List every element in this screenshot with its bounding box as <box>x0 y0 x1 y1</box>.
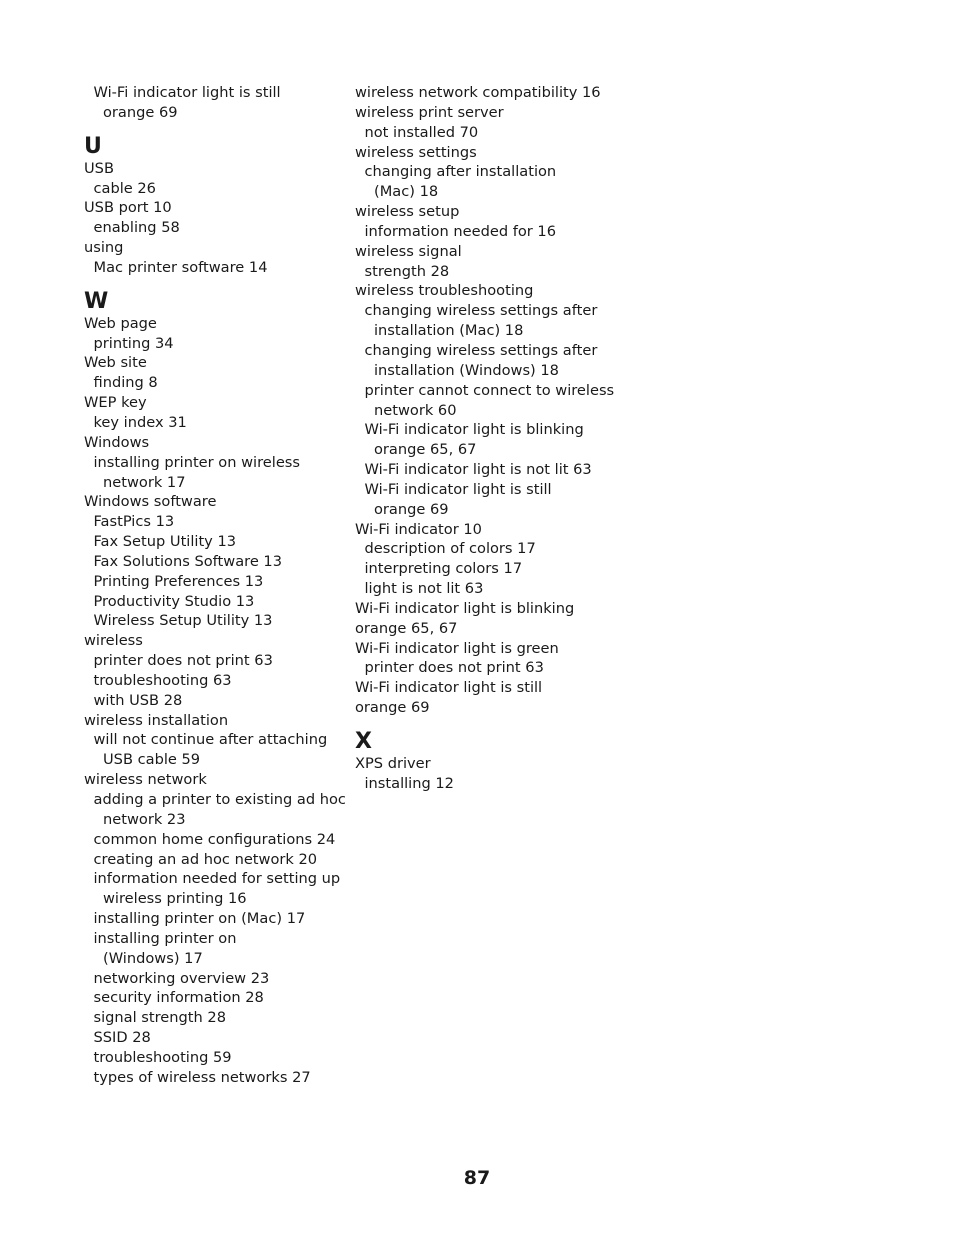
index-subentry: networking overview 23 <box>93 969 270 987</box>
index-subentry: Productivity Studio 13 <box>93 592 255 610</box>
index-entry: WEP key <box>84 394 147 412</box>
index-entry: XPS driver <box>355 755 431 772</box>
index-entry: wireless <box>84 632 143 650</box>
index-entry: using <box>84 239 124 257</box>
index-entry: Windows <box>84 433 150 451</box>
index-subentry: Fax Setup Utility 13 <box>93 533 237 551</box>
index-subentry: information needed for 16 <box>364 222 556 240</box>
index-subentry: changing wireless settings after <box>364 302 598 320</box>
index-subentry: printer does not print 63 <box>364 659 544 677</box>
index-subentry: changing wireless settings after <box>364 341 598 359</box>
index-subentry: light is not lit 63 <box>364 580 484 598</box>
index-subentry: installation (Windows) 18 <box>374 361 559 379</box>
index-entry: wireless settings <box>355 143 477 161</box>
index-entry: Windows software <box>84 493 217 511</box>
index-subentry: installing printer on <box>93 929 237 947</box>
index-entry: Web site <box>84 354 147 372</box>
index-subentry: changing after installation <box>364 163 557 181</box>
index-entry: USB port 10 <box>84 199 172 217</box>
index-subentry: finding 8 <box>93 374 158 392</box>
index-subentry: types of wireless networks 27 <box>93 1068 311 1086</box>
index-subentry: description of colors 17 <box>364 540 536 558</box>
index-subentry: with USB 28 <box>93 691 183 709</box>
index-subentry: SSID 28 <box>93 1029 151 1047</box>
index-subentry: interpreting colors 17 <box>364 560 523 578</box>
index-subentry: will not continue after attaching <box>93 731 328 749</box>
index-subentry: printer cannot connect to wireless <box>364 381 615 399</box>
index-subentry: common home configurations 24 <box>93 830 336 848</box>
index-subentry: wireless printing 16 <box>103 890 247 908</box>
index-subentry: Wi-Fi indicator light is blinking <box>364 421 584 439</box>
index-subentry: security information 28 <box>93 989 264 1007</box>
index-subentry: cable 26 <box>93 179 156 197</box>
index-subentry: Printing Preferences 13 <box>93 572 264 590</box>
index-subentry: Wi-Fi indicator light is still <box>93 84 281 101</box>
index-entry: wireless network compatibility 16 <box>355 84 601 101</box>
index-subentry: installing printer on wireless <box>93 453 300 471</box>
index-subentry: troubleshooting 59 <box>93 1048 232 1066</box>
index-subentry: FastPics 13 <box>93 513 175 531</box>
index-column-right <box>355 83 617 794</box>
index-entry: USB <box>84 159 114 177</box>
index-subentry: orange 65, 67 <box>374 441 477 459</box>
index-entry: wireless print server <box>355 103 504 121</box>
index-subentry: network 17 <box>103 473 186 491</box>
index-subentry: network 23 <box>103 810 186 828</box>
index-subentry: not installed 70 <box>364 123 479 141</box>
index-entry: orange 65, 67 <box>355 619 458 637</box>
index-subentry: USB cable 59 <box>103 751 201 769</box>
index-entry: wireless signal <box>355 242 462 260</box>
index-subentry: printer does not print 63 <box>93 652 273 670</box>
index-entry: wireless installation <box>84 711 229 729</box>
index-entry: Web page <box>84 314 157 332</box>
index-entry: Wi-Fi indicator light is green <box>355 639 559 657</box>
index-entry: Wi-Fi indicator light is blinking <box>355 599 575 617</box>
index-letter-heading: W <box>84 288 109 314</box>
index-letter-heading: U <box>84 133 102 159</box>
index-subentry: (Windows) 17 <box>103 949 203 967</box>
index-subentry: installation (Mac) 18 <box>374 322 524 340</box>
index-subentry: Wi-Fi indicator light is not lit 63 <box>364 461 592 479</box>
index-subentry: information needed for setting up <box>93 870 341 888</box>
index-subentry: Mac printer software 14 <box>93 258 268 276</box>
index-subentry: installing printer on (Mac) 17 <box>93 910 306 928</box>
index-subentry: adding a printer to existing ad hoc <box>93 791 346 808</box>
index-subentry: creating an ad hoc network 20 <box>93 850 318 868</box>
index-letter-heading: X <box>355 729 372 754</box>
index-subentry: Fax Solutions Software 13 <box>93 552 283 570</box>
index-subentry: network 60 <box>374 401 457 419</box>
index-subentry: (Mac) 18 <box>374 183 439 201</box>
index-subentry: installing 12 <box>364 774 454 792</box>
page-number: 87 <box>463 1167 491 1189</box>
index-subentry: Wi-Fi indicator light is still <box>364 480 552 498</box>
index-subentry: signal strength 28 <box>93 1009 226 1027</box>
index-subentry: orange 69 <box>103 103 178 121</box>
index-entry: wireless troubleshooting <box>355 282 534 300</box>
index-column-left <box>84 83 346 1088</box>
index-subentry: strength 28 <box>364 262 450 280</box>
index-subentry: enabling 58 <box>93 219 180 237</box>
index-subentry: key index 31 <box>93 413 187 431</box>
index-entry: Wi-Fi indicator light is still <box>355 679 543 697</box>
index-entry: Wi-Fi indicator 10 <box>355 520 482 538</box>
index-entry: wireless network <box>84 771 207 789</box>
index-subentry: Wireless Setup Utility 13 <box>93 612 273 630</box>
index-subentry: troubleshooting 63 <box>93 671 232 689</box>
index-entry: wireless setup <box>355 203 460 221</box>
index-entry: orange 69 <box>355 699 430 717</box>
index-subentry: orange 69 <box>374 500 449 518</box>
index-subentry: printing 34 <box>93 334 174 352</box>
